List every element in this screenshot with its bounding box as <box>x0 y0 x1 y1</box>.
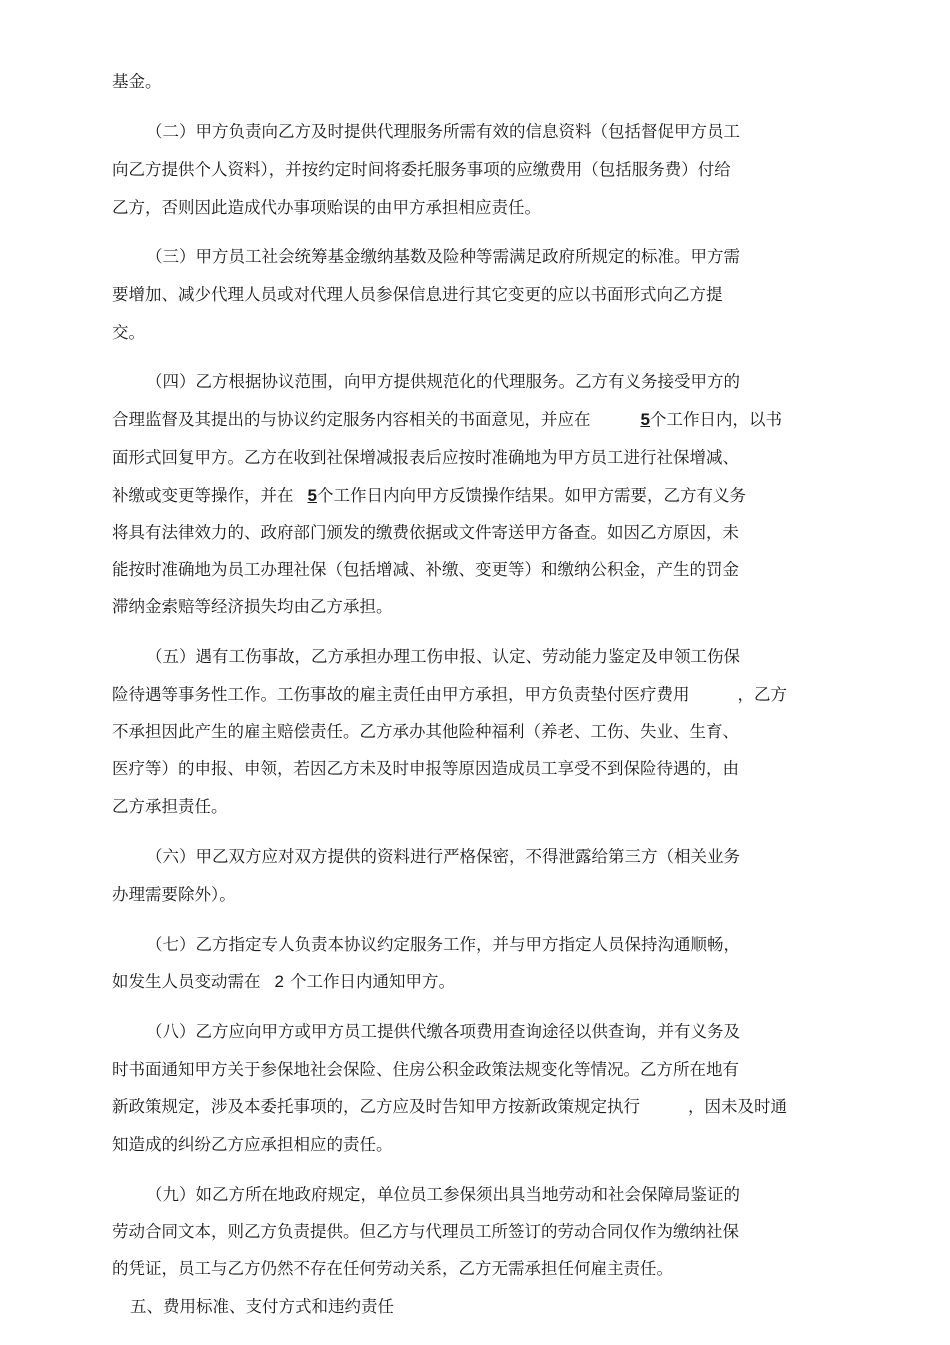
clause-3-line: （三）甲方员工社会统筹基金缴纳基数及险种等需满足政府所规定的标准。甲方需 <box>146 247 740 266</box>
text-line: 滞纳金索赔等经济损失均由乙方承担。 <box>112 597 393 616</box>
text-segment: ，乙方 <box>737 685 787 704</box>
text-line: 办理需要除外）。 <box>112 885 236 904</box>
days-value: 2 <box>274 972 284 991</box>
text-segment: ，因未及时通 <box>688 1097 787 1116</box>
text-segment: 合理监督及其提出的与协议约定服务内容相关的书面意见，并应在 <box>112 410 591 429</box>
text-segment: 个工作日内，以书 <box>649 410 782 429</box>
text-line: 将具有法律效力的、政府部门颁发的缴费依据或文件寄送甲方备查。如因乙方原因，未 <box>112 523 739 542</box>
section-heading: 五、费用标准、支付方式和违约责任 <box>130 1297 394 1316</box>
clause-6-line: （六）甲乙双方应对双方提供的资料进行严格保密，不得泄露给第三方（相关业务 <box>146 847 740 866</box>
text-segment: 险待遇等事务性工作。工伤事故的雇主责任由甲方承担，甲方负责垫付医疗费用 <box>112 685 690 704</box>
clause-4-line: （四）乙方根据协议范围，向甲方提供规范化的代理服务。乙方有义务接受甲方的 <box>146 372 740 391</box>
text-line: 劳动合同文本，则乙方负责提供。但乙方与代理员工所签订的劳动合同仅作为缴纳社保 <box>112 1222 739 1241</box>
text-line: 不承担因此产生的雇主赔偿责任。乙方承办其他险种福利（养老、工伤、失业、生育、 <box>112 722 739 741</box>
text-segment: 补缴或变更等操作，并在 <box>112 486 294 505</box>
clause-7-line: （七）乙方指定专人负责本协议约定服务工作，并与甲方指定人员保持沟通顺畅， <box>146 935 740 954</box>
text-segment: 个工作日内向甲方反馈操作结果。如甲方需要，乙方有义务 <box>316 486 746 505</box>
clause-2-line: （二）甲方负责向乙方及时提供代理服务所需有效的信息资料（包括督促甲方员工 <box>146 122 740 141</box>
text-line <box>112 683 787 707</box>
text-line: 乙方承担责任。 <box>112 797 228 816</box>
text-segment: 新政策规定，涉及本委托事项的，乙方应及时告知甲方按新政策规定执行 <box>112 1097 640 1116</box>
text-line: 知造成的纠纷乙方应承担相应的责任。 <box>112 1135 393 1154</box>
clause-5-line: （五）遇有工伤事故，乙方承担办理工伤申报、认定、劳动能力鉴定及申领工伤保 <box>146 647 740 666</box>
text-line <box>112 484 746 508</box>
text-line: 医疗等）的申报、申领，若因乙方未及时申报等原因造成员工享受不到保险待遇的，由 <box>112 759 739 778</box>
clause-8-line: （八）乙方应向甲方或甲方员工提供代缴各项费用查询途径以供查询，并有义务及 <box>146 1022 740 1041</box>
days-value: 5 <box>640 410 650 429</box>
text-line <box>112 970 455 994</box>
text-line: 基金。 <box>112 72 162 91</box>
text-segment: 个工作日内通知甲方。 <box>289 972 455 991</box>
text-line: 面形式回复甲方。乙方在收到社保增减报表后应按时准确地为甲方员工进行社保增减、 <box>112 448 739 467</box>
clause-9-line: （九）如乙方所在地政府规定，单位员工参保须出具当地劳动和社会保障局鉴证的 <box>146 1185 740 1204</box>
text-line: 交。 <box>112 323 145 342</box>
text-segment: 如发生人员变动需在 <box>112 972 261 991</box>
text-line: 时书面通知甲方关于参保地社会保险、住房公积金政策法规变化等情况。乙方所在地有 <box>112 1060 739 1079</box>
text-line <box>112 1095 787 1119</box>
text-line: 向乙方提供个人资料），并按约定时间将委托服务事项的应缴费用（包括服务费）付给 <box>112 160 731 179</box>
text-line: 要增加、减少代理人员或对代理人员参保信息进行其它变更的应以书面形式向乙方提 <box>112 285 723 304</box>
text-line: 的凭证，员工与乙方仍然不存在任何劳动关系，乙方无需承担任何雇主责任。 <box>112 1259 673 1278</box>
text-line <box>112 408 782 432</box>
text-line: 乙方，否则因此造成代办事项贻误的由甲方承担相应责任。 <box>112 198 541 217</box>
text-line: 能按时准确地为员工办理社保（包括增减、补缴、变更等）和缴纳公积金，产生的罚金 <box>112 560 739 579</box>
days-value: 5 <box>307 486 317 505</box>
